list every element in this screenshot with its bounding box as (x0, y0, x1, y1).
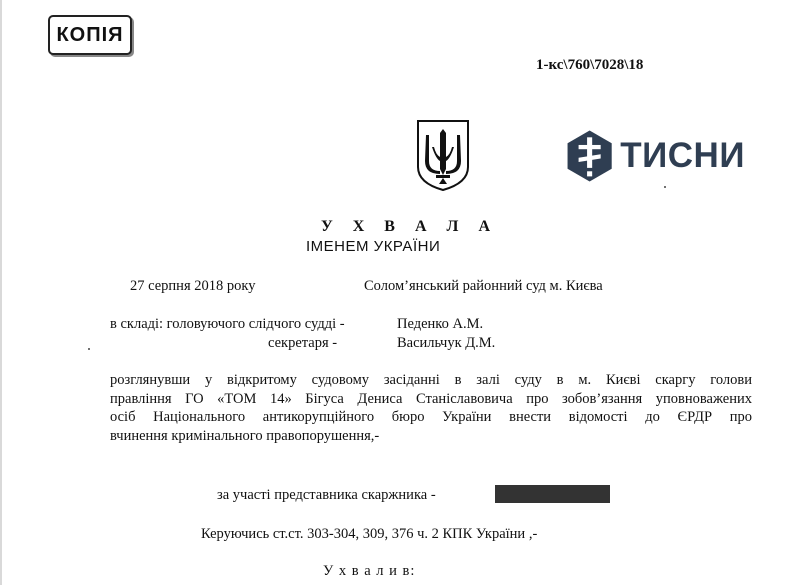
page-edge (0, 0, 2, 585)
logo-text: ТИСНИ (620, 136, 745, 175)
judge-name: Педенко А.М. (397, 316, 484, 332)
paragraph-line: розглянувши у відкритому судовому засіданні в залі суду в м. Києві скаргу голови (110, 372, 752, 388)
participation-line: за участі представника скаржника - (217, 487, 436, 503)
secretary-label: секретаря - (268, 335, 338, 351)
scan-speck (664, 186, 666, 188)
ukraine-trident-icon (414, 117, 472, 193)
secretary-name: Васильчук Д.М. (397, 335, 496, 351)
legal-basis-line: Керуючись ст.ст. 303-304, 309, 376 ч. 2 КПК України ,- (201, 526, 538, 542)
case-number: 1-кс\760\7028\18 (536, 57, 644, 73)
paragraph-line: правління ГО «ТОМ 14» Бігуса Дениса Станіславовича про зобов’язання уповноважених (110, 390, 752, 407)
tysny-cross-hex-icon (565, 124, 614, 188)
court-name: Солом’янський районний суд м. Києва (364, 278, 603, 294)
scan-speck (88, 348, 90, 350)
ruled-heading: У х в а л и в: (323, 563, 416, 579)
case-description (110, 371, 752, 445)
paragraph-line: осіб Національного антикорупційного бюро України внести відомості до ЄРДР про (110, 409, 752, 425)
ruling-date: 27 серпня 2018 року (130, 278, 256, 294)
document-title: У Х В А Л А (321, 218, 498, 235)
composition-intro: в складі: головуючого слідчого судді - (110, 316, 345, 332)
tysny-logo (565, 124, 745, 188)
redaction-bar (495, 485, 610, 503)
document-subtitle: ІМЕНЕМ УКРАЇНИ (306, 238, 441, 255)
paragraph-line: вчинення кримінального правопорушення,- (110, 427, 380, 444)
copy-stamp: КОПІЯ (48, 15, 132, 55)
